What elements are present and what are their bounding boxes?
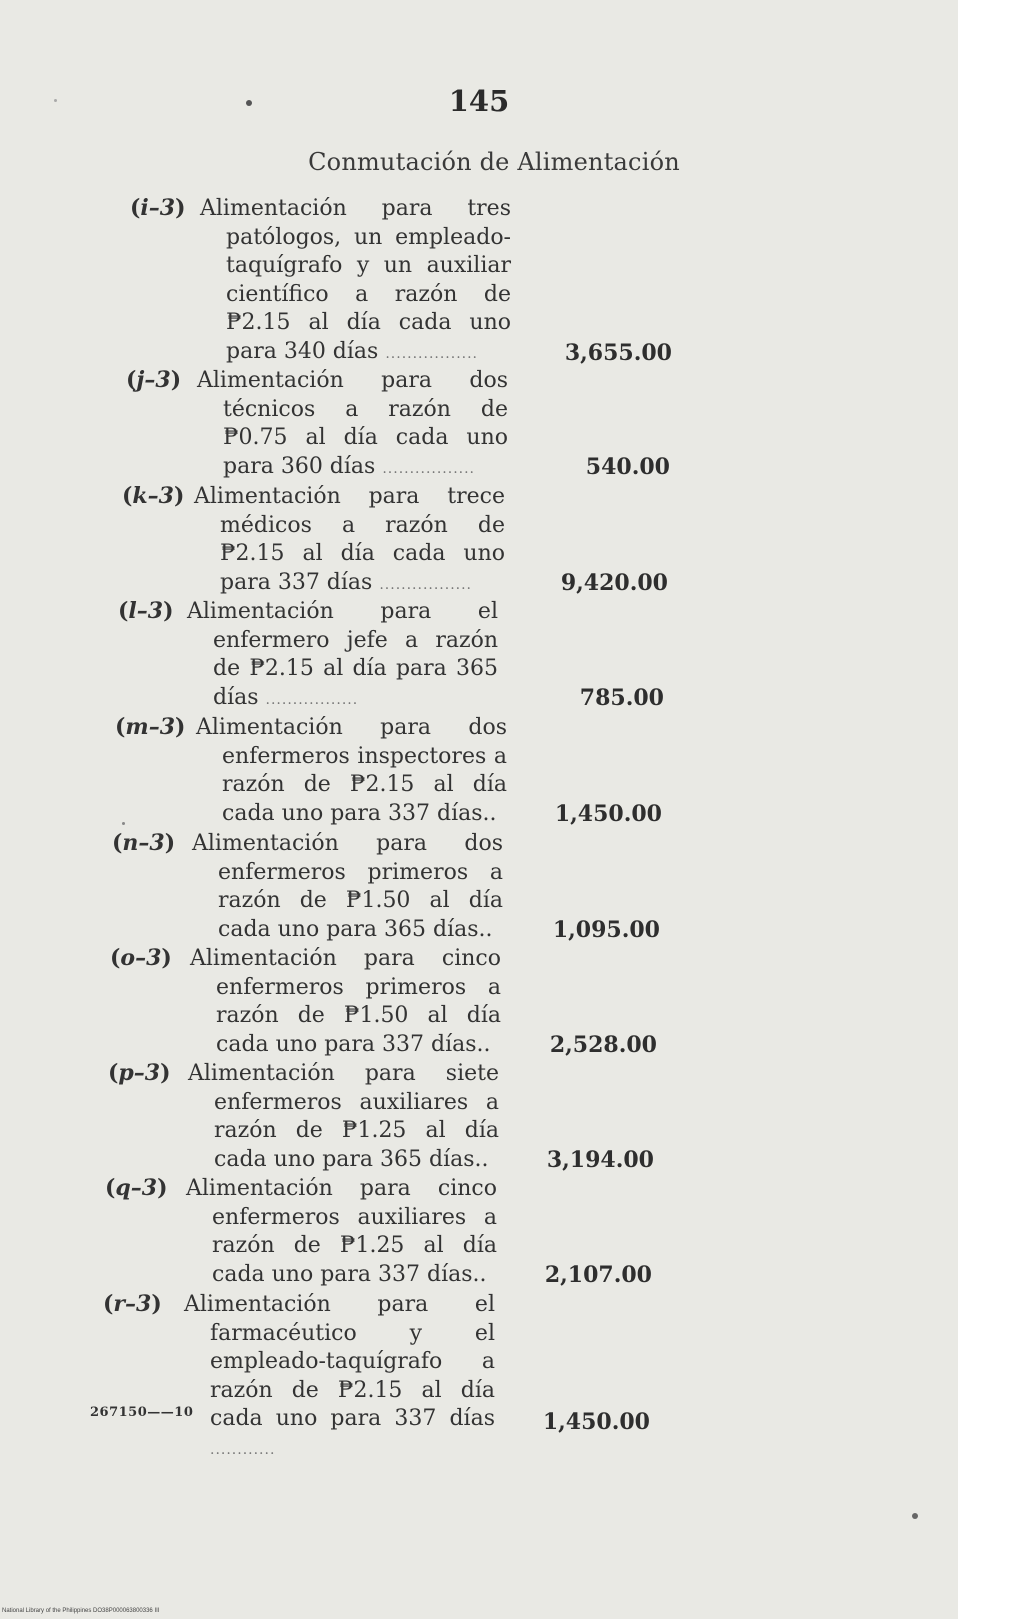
entry-text: Alimentación para el farmacéutico y el empleado-taquígrafo a razón de ₱2.15 al día cada uno para 337 días ............ — [184, 1292, 495, 1458]
entry-text: Alimentación para trece médicos a razón de ₱2.15 al día cada uno para 337 días ................. — [194, 484, 505, 595]
entry-code: (k–3) — [122, 483, 185, 509]
entry-amount: 785.00 — [579, 685, 664, 711]
entry-code: (j–3) — [126, 367, 182, 393]
ink-speck — [122, 822, 125, 825]
entry-text: Alimentación para dos enfermeros primeros a razón de ₱1.50 al día cada uno para 365 días.. — [192, 831, 503, 942]
entry-text: Alimentación para tres patólogos, un empleado-taquígrafo y un auxiliar científico a razón de ₱2.15 al día cada uno para 340 días ................. — [200, 196, 511, 364]
entry-amount: 1,450.00 — [542, 1409, 650, 1435]
entry-text: Alimentación para el enfermero jefe a razón de ₱2.15 al día para 365 días ................. — [187, 599, 498, 710]
entry-code: (q–3) — [105, 1175, 168, 1201]
entry-text: Alimentación para siete enfermeros auxiliares a razón de ₱1.25 al día cada uno para 365 días.. — [188, 1061, 499, 1172]
entry-code: (l–3) — [118, 598, 174, 624]
entry-amount: 3,194.00 — [546, 1147, 654, 1173]
entry-code: (m–3) — [115, 714, 186, 740]
ink-speck — [912, 1513, 918, 1519]
entry-amount: 1,095.00 — [552, 917, 660, 943]
entry-code: (p–3) — [108, 1060, 171, 1086]
entry-code: (o–3) — [110, 945, 172, 971]
page-number: 145 — [448, 84, 510, 118]
entry-amount: 1,450.00 — [554, 801, 662, 827]
printer-code: 267150——10 — [90, 1405, 194, 1420]
entry-text: Alimentación para dos técnicos a razón de ₱0.75 al día cada uno para 360 días ................. — [197, 368, 508, 479]
entry-text: Alimentación para dos enfermeros inspectores a razón de ₱2.15 al día cada uno para 337 días.. — [196, 715, 507, 826]
entry-code: (r–3) — [103, 1291, 162, 1317]
scan-credit: National Library of the Philippines DO38P000063800336 III — [2, 1608, 160, 1614]
entry-text: Alimentación para cinco enfermeros primeros a razón de ₱1.50 al día cada uno para 337 días.. — [190, 946, 501, 1057]
entry-amount: 9,420.00 — [560, 570, 668, 596]
running-title: Conmutación de Alimentación — [308, 148, 680, 176]
entry-amount: 2,107.00 — [544, 1262, 652, 1288]
entry-amount: 540.00 — [585, 454, 670, 480]
entry-text: Alimentación para cinco enfermeros auxiliares a razón de ₱1.25 al día cada uno para 337 días.. — [186, 1176, 497, 1287]
entry-code: (i–3) — [130, 195, 186, 221]
entry-code: (n–3) — [112, 830, 176, 856]
entry-amount: 2,528.00 — [549, 1032, 657, 1058]
entry-amount: 3,655.00 — [564, 340, 672, 366]
